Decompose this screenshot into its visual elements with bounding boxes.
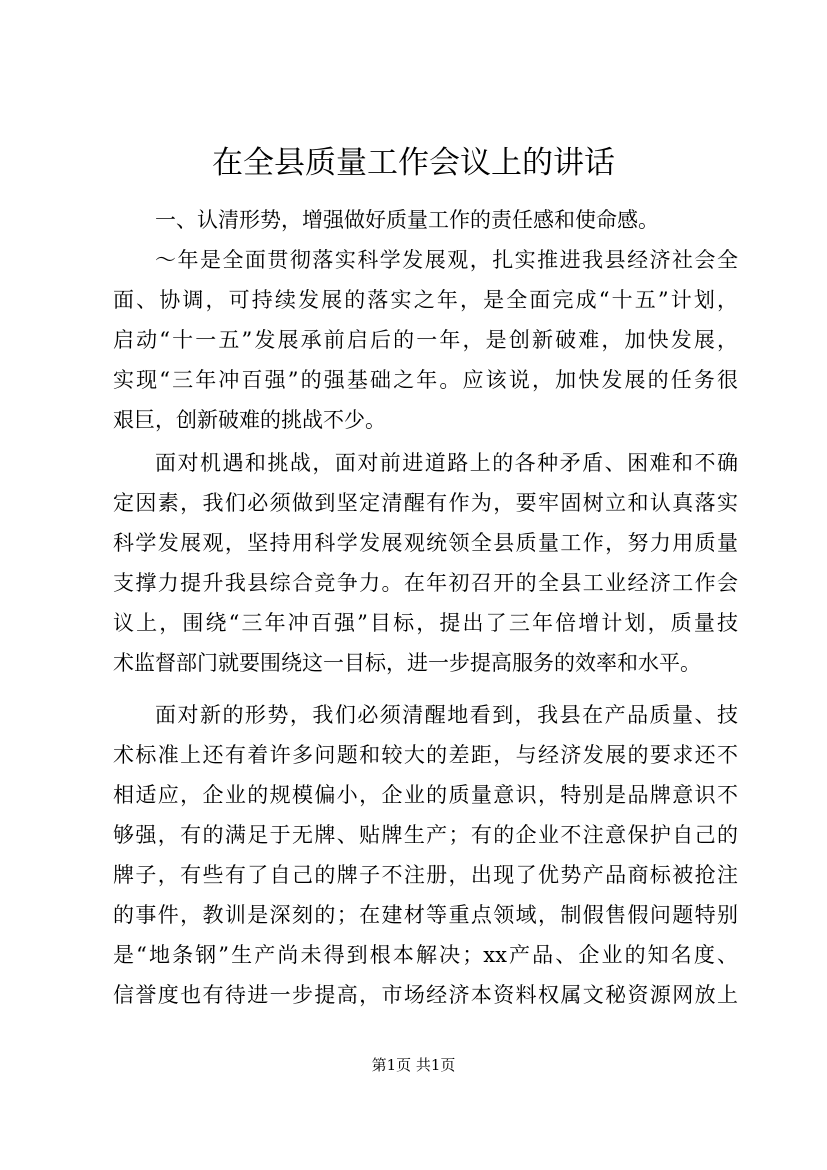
document-title: 在全县质量工作会议上的讲话: [212, 145, 615, 181]
paragraph-line: 够强，有的满足于无牌、贴牌生产；有的企业不注意保护自己的: [113, 823, 738, 847]
paragraph-line: 支撑力提升我县综合竞争力。在年初召开的全县工业经济工作会: [113, 571, 738, 595]
paragraph-line: 实现“三年冲百强”的强基础之年。应该说，加快发展的任务很: [113, 368, 738, 392]
paragraph-line: 术监督部门就要围绕这一目标，进一步提高服务的效率和水平。: [113, 651, 701, 675]
paragraph-line: 艰巨，创新破难的挑战不少。: [113, 408, 386, 432]
paragraph-line: 信誉度也有待进一步提高，市场经济本资料权属文秘资源网放上: [113, 983, 738, 1007]
paragraph-line: 定因素，我们必须做到坚定清醒有作为，要牢固树立和认真落实: [113, 491, 738, 515]
paragraph-line: 相适应，企业的规模偏小，企业的质量意识，特别是品牌意识不: [113, 783, 738, 807]
paragraph-line: 面对机遇和挑战，面对前进道路上的各种矛盾、困难和不确: [155, 451, 738, 475]
paragraph-line: 科学发展观，坚持用科学发展观统领全县质量工作，努力用质量: [113, 531, 738, 555]
paragraph-line: 一、认清形势，增强做好质量工作的责任感和使命感。: [155, 208, 659, 232]
paragraph-line: 术标准上还有着许多问题和较大的差距，与经济发展的要求还不: [113, 743, 738, 767]
paragraph-line: 面对新的形势，我们必须清醒地看到，我县在产品质量、技: [155, 703, 738, 727]
page-number-footer: 第1页 共1页: [371, 1056, 456, 1074]
paragraph-line: 牌子，有些有了自己的牌子不注册，出现了优势产品商标被抢注: [113, 863, 738, 887]
paragraph-line: 是“地条钢”生产尚未得到根本解决；xx产品、企业的知名度、: [113, 943, 738, 967]
paragraph-line: 议上，围绕“三年冲百强”目标，提出了三年倍增计划，质量技: [113, 611, 738, 635]
paragraph-line: ～年是全面贯彻落实科学发展观，扎实推进我县经济社会全: [155, 248, 738, 272]
paragraph-line: 面、协调，可持续发展的落实之年，是全面完成“十五”计划，: [113, 288, 738, 312]
paragraph-line: 的事件，教训是深刻的；在建材等重点领域，制假售假问题特别: [113, 903, 738, 927]
paragraph-line: 启动“十一五”发展承前启后的一年，是创新破难，加快发展，: [113, 328, 738, 352]
